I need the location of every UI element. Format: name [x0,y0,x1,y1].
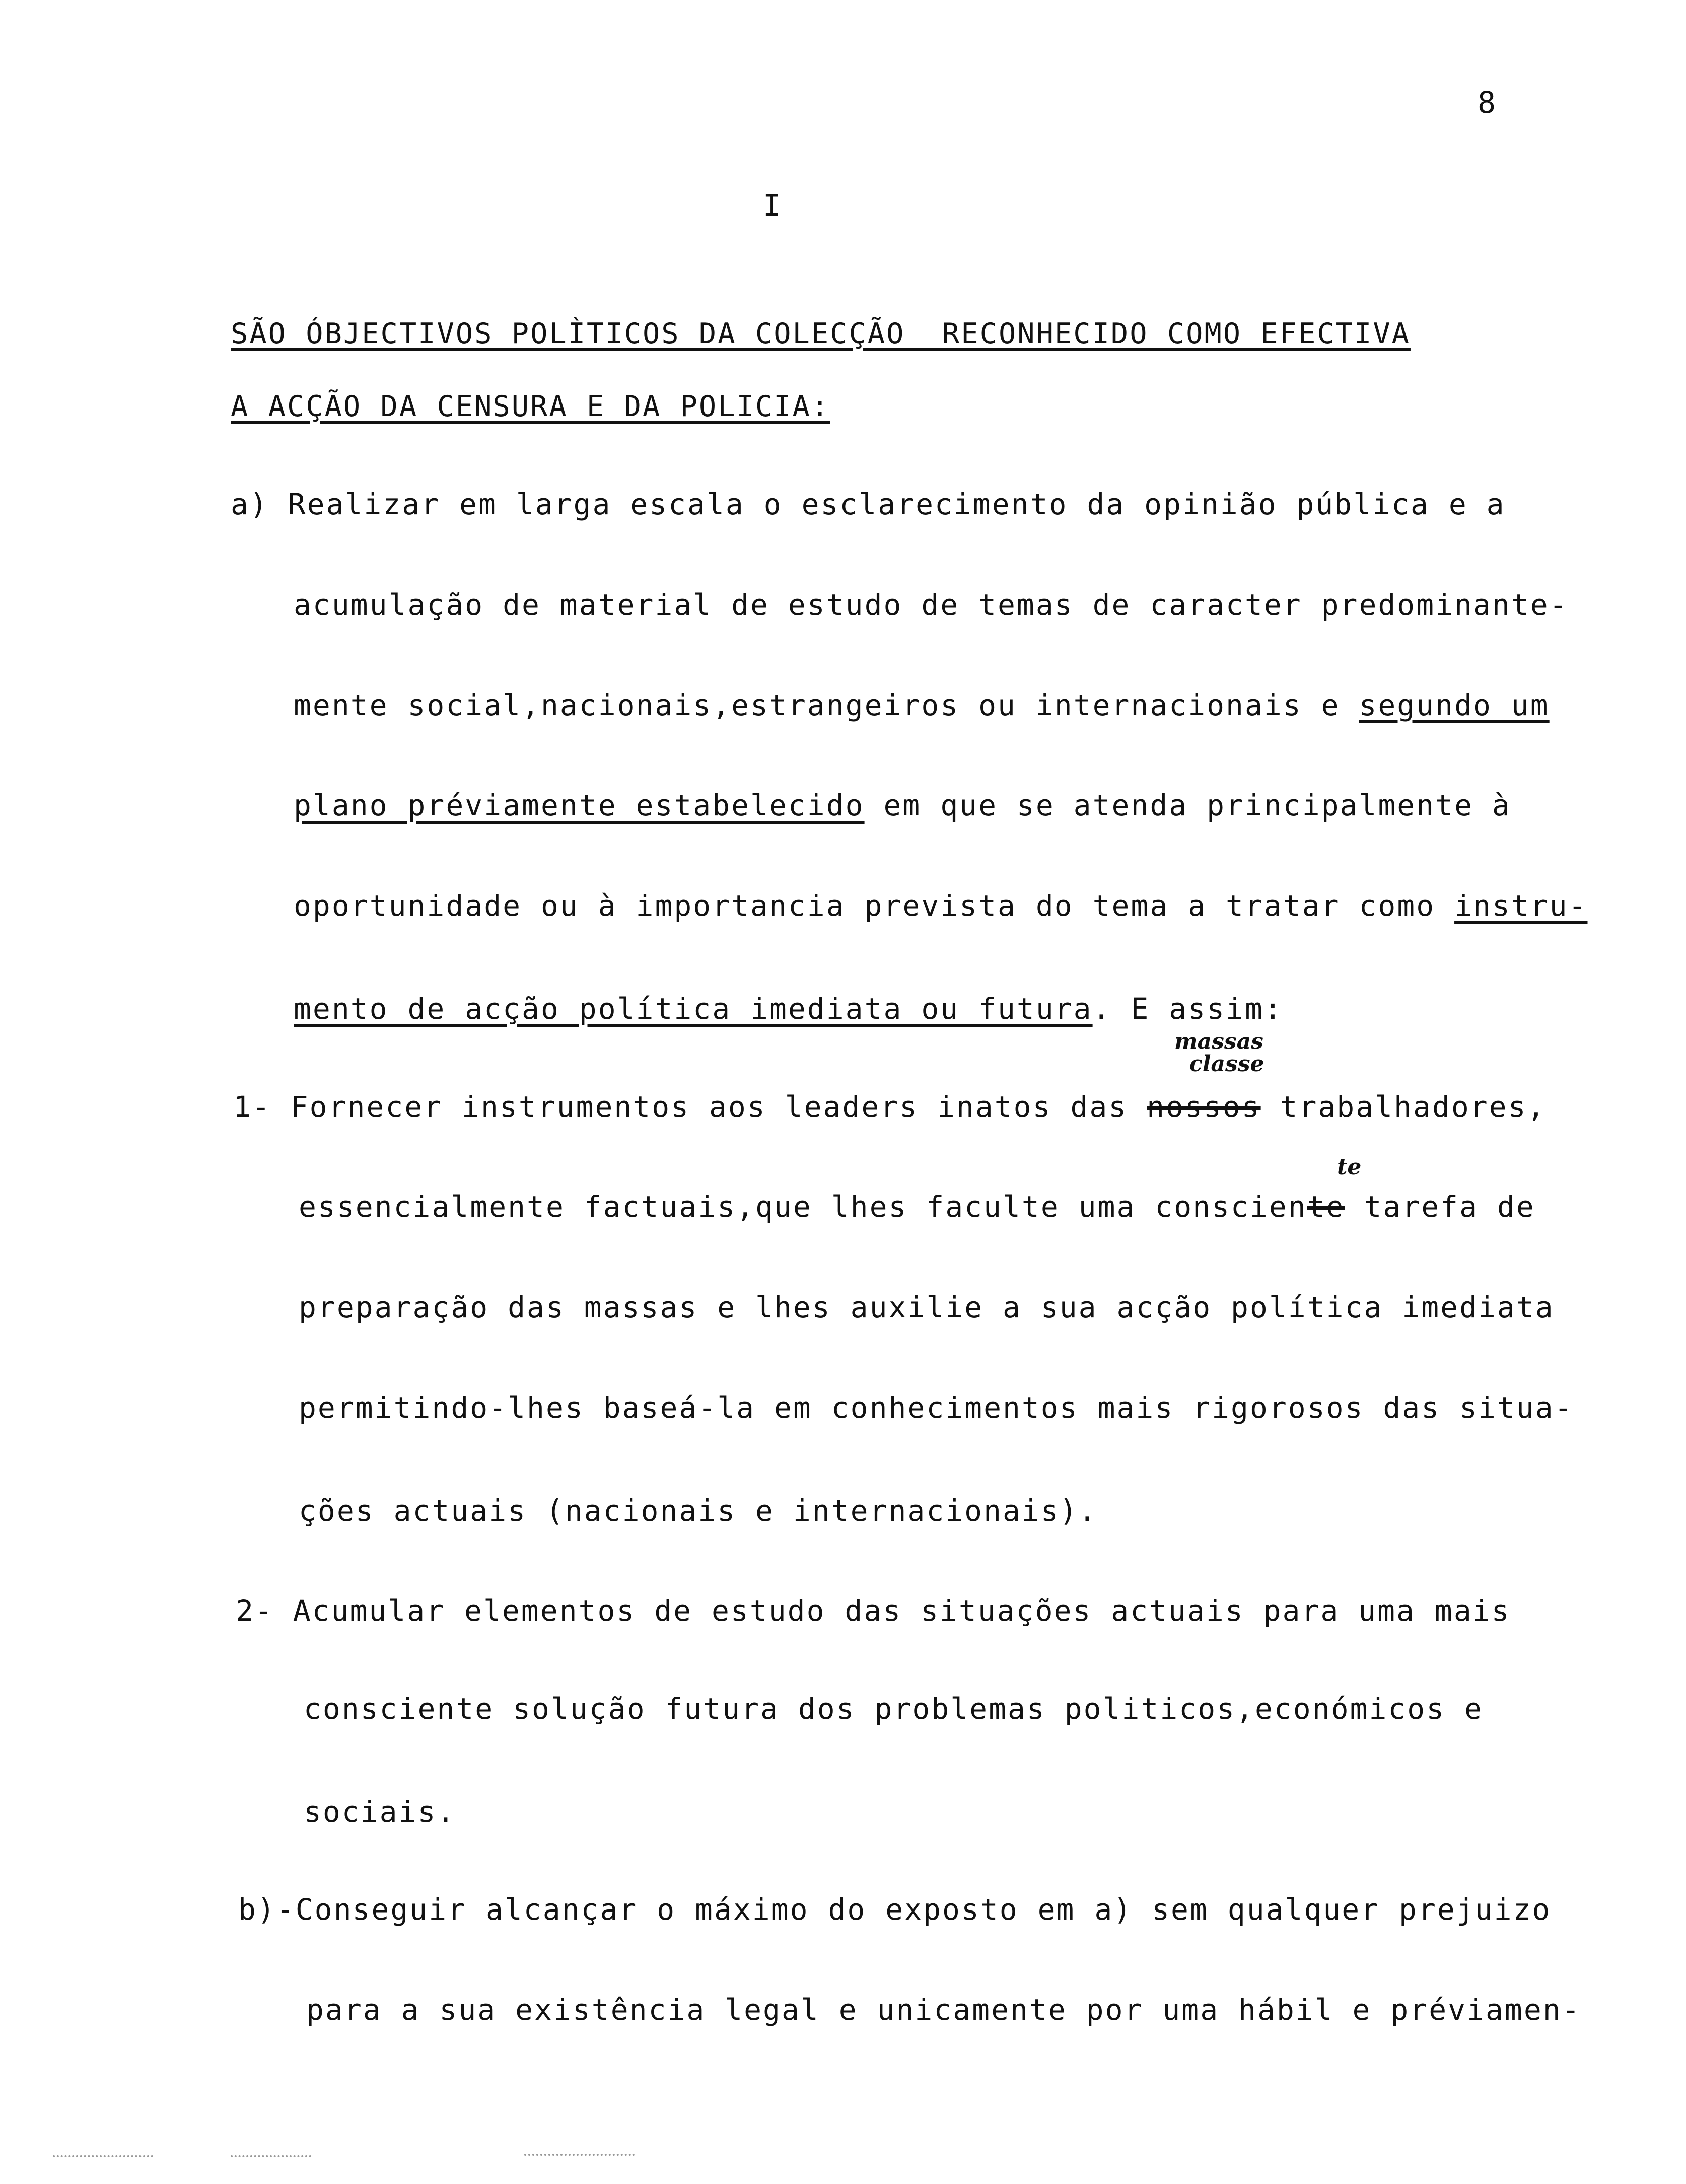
item-1-line-2-text: essencialmente factuais,que lhes faculte uma conscien [299,1190,1307,1224]
para-b-line-1: b)-Conseguir alcançar o máximo do exposto em a) sem qualquer prejuizo [238,1892,1552,1927]
para-a-line-5 [294,888,1588,923]
item-1-line-1-tail: trabalhadores, [1260,1089,1547,1124]
item-2-line-3: sociais. [304,1795,456,1829]
page-number: 8 [1478,85,1498,120]
item-1-line-4: permitindo-lhes baseá-la em conhecimentos mais rigorosos das situa- [299,1391,1574,1425]
handwritten-correction-massas: massas [1174,1029,1263,1054]
scan-edge-mark [231,2155,311,2159]
para-a-line-3-text: mente social,nacionais,estrangeiros ou internacionais e [294,688,1359,722]
struck-word: te [1307,1190,1345,1224]
item-2-line-2: consciente solução futura dos problemas politicos,económicos e [304,1692,1483,1726]
item-1-line-1-text: 1- Fornecer instrumentos aos leaders inatos das [233,1089,1147,1124]
item-1-line-5: ções actuais (nacionais e internacionais). [299,1493,1098,1528]
para-a-line-6-text: . E assim: [1092,992,1283,1026]
para-a-line-2: acumulação de material de estudo de temas de caracter predominante- [294,588,1569,622]
item-2-line-1: 2- Acumular elementos de estudo das situações actuais para uma mais [236,1594,1511,1628]
underlined-phrase: plano préviamente estabelecido [294,788,865,823]
para-a-line-5-text: oportunidade ou à importancia prevista do tema a tratar como [294,889,1455,923]
para-a-line-6 [294,991,1283,1026]
heading-line-1: SÃO ÓBJECTIVOS POLÌTICOS DA COLECÇÃO RECONHECIDO COMO EFECTIVA [231,317,1411,350]
item-1-line-3: preparação das massas e lhes auxilie a sua acção política imediata [299,1290,1555,1324]
scan-edge-mark [53,2155,153,2159]
underlined-phrase: mento de acção política imediata ou futura [294,992,1093,1026]
underlined-phrase: segundo um [1359,688,1550,722]
item-1-line-1 [233,1089,1546,1124]
para-a-line-1: a) Realizar em larga escala o esclarecimento da opinião pública e a [231,487,1506,521]
para-a-line-4-text: em que se atenda principalmente à [864,788,1511,823]
struck-word: nossos [1147,1089,1261,1124]
heading-line-2: A ACÇÃO DA CENSURA E DA POLICIA: [231,390,830,423]
item-1-line-2 [299,1189,1535,1224]
para-b-line-2: para a sua existência legal e unicamente por uma hábil e préviamen- [306,1993,1581,2027]
underlined-phrase: instru- [1454,889,1588,923]
para-a-line-3 [294,688,1550,723]
handwritten-correction-classe: classe [1189,1051,1264,1077]
item-1-line-2-tail: tarefa de [1345,1190,1535,1224]
section-numeral: I [763,188,783,223]
scan-edge-mark [524,2154,635,2158]
para-a-line-4 [294,788,1511,823]
handwritten-correction-te: te [1337,1154,1362,1180]
